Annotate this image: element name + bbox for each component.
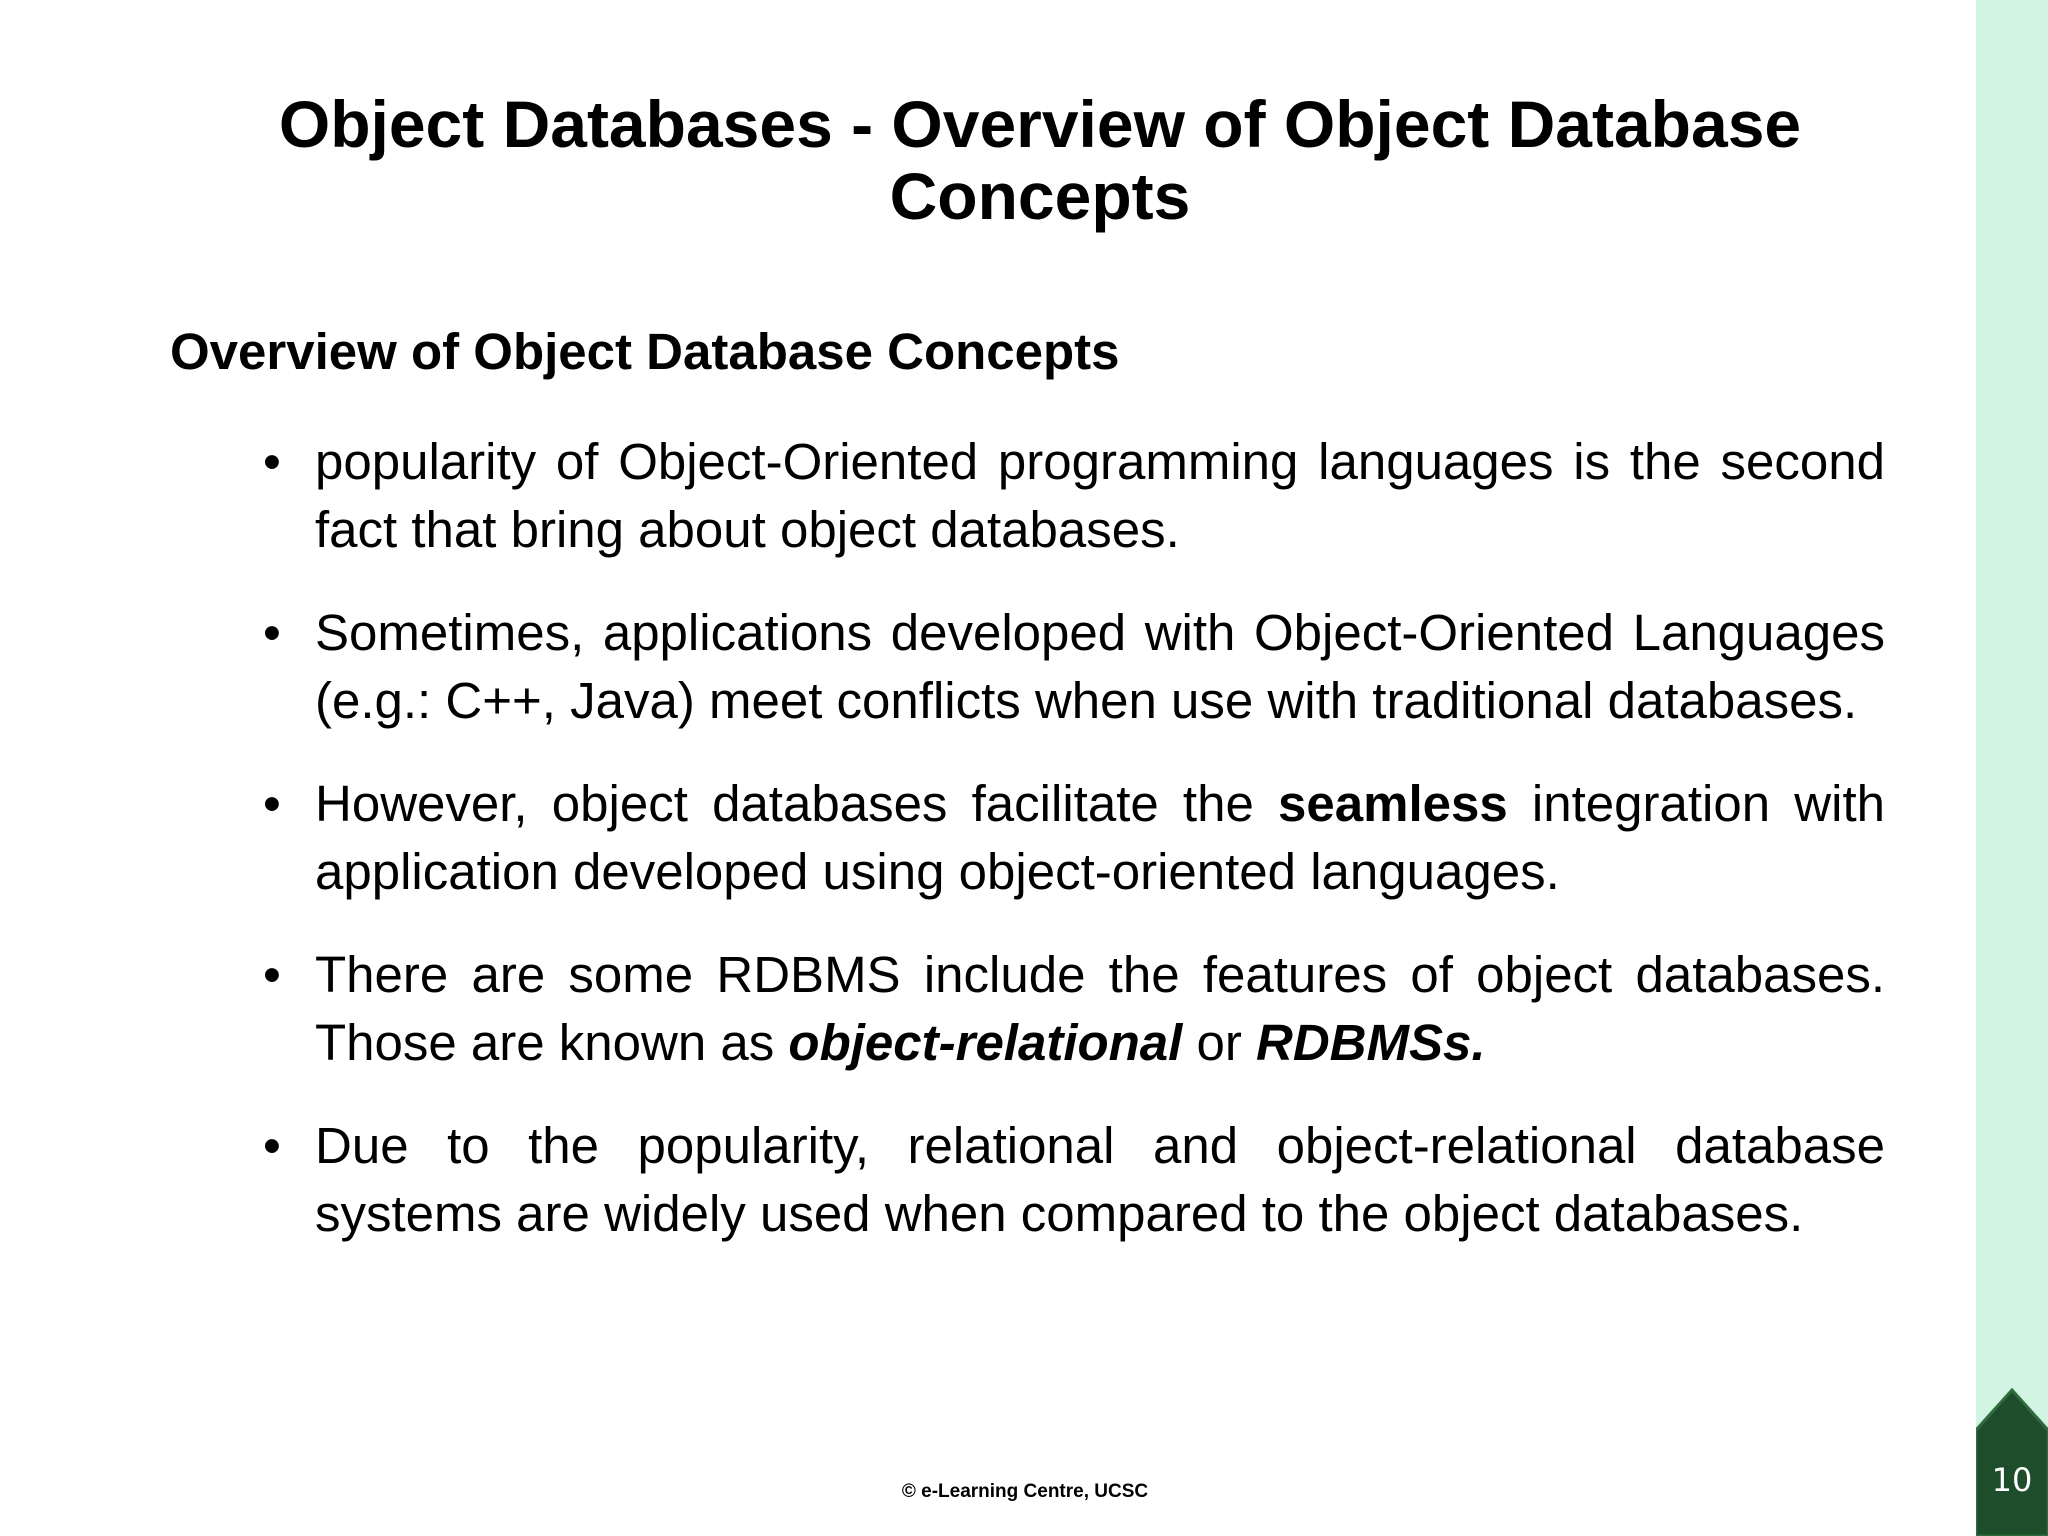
bullet-text: Sometimes, applications developed with Object-Oriented Languages (e.g.: C++, Java) meet conflicts when use with traditional databases.: [315, 604, 1885, 729]
bullet-text-after: integration with application developed using object-oriented languages.: [315, 775, 1885, 900]
bullet-item-3: [263, 770, 1885, 906]
bullet-item-4: [263, 941, 1885, 1077]
bullet-text: Due to the popularity, relational and object-relational database systems are widely used when compared to the object databases.: [315, 1117, 1885, 1242]
bullet-list: [263, 428, 1885, 1283]
slide-title: [160, 88, 1920, 232]
bullet-item-2: [263, 599, 1885, 735]
bullet-marker: •: [263, 433, 281, 490]
bullet-text: popularity of Object-Oriented programming languages is the second fact that bring about object databases.: [315, 433, 1885, 558]
copyright-footer: © e-Learning Centre, UCSC: [901, 1481, 1149, 1502]
bullet-emphasis-object-relational: object-relational: [788, 1014, 1183, 1071]
bullet-text-before: However, object databases facilitate the: [315, 775, 1279, 832]
bullet-item-1: [263, 428, 1885, 564]
bullet-item-5: [263, 1112, 1885, 1248]
bullet-emphasis-seamless: seamless: [1278, 775, 1508, 832]
section-heading: Overview of Object Database Concepts: [170, 323, 1120, 380]
side-accent-bar: [1976, 0, 2048, 1536]
bullet-emphasis-rdbmss: RDBMSs.: [1256, 1014, 1486, 1071]
bullet-marker: •: [263, 946, 281, 1003]
slide-title-line-2: Concepts: [889, 159, 1191, 233]
bullet-text-before: There are some RDBMS include the features of object databases. Those are known as: [315, 946, 1885, 1071]
bullet-marker: •: [263, 775, 281, 832]
page-number-badge: [1976, 1386, 2048, 1536]
bullet-text-middle: or: [1182, 1014, 1257, 1071]
page-number: 10: [1991, 1461, 2033, 1499]
slide-title-line-1: Object Databases - Overview of Object Database: [278, 87, 1802, 161]
bullet-marker: •: [263, 1117, 281, 1174]
bullet-marker: •: [263, 604, 281, 661]
